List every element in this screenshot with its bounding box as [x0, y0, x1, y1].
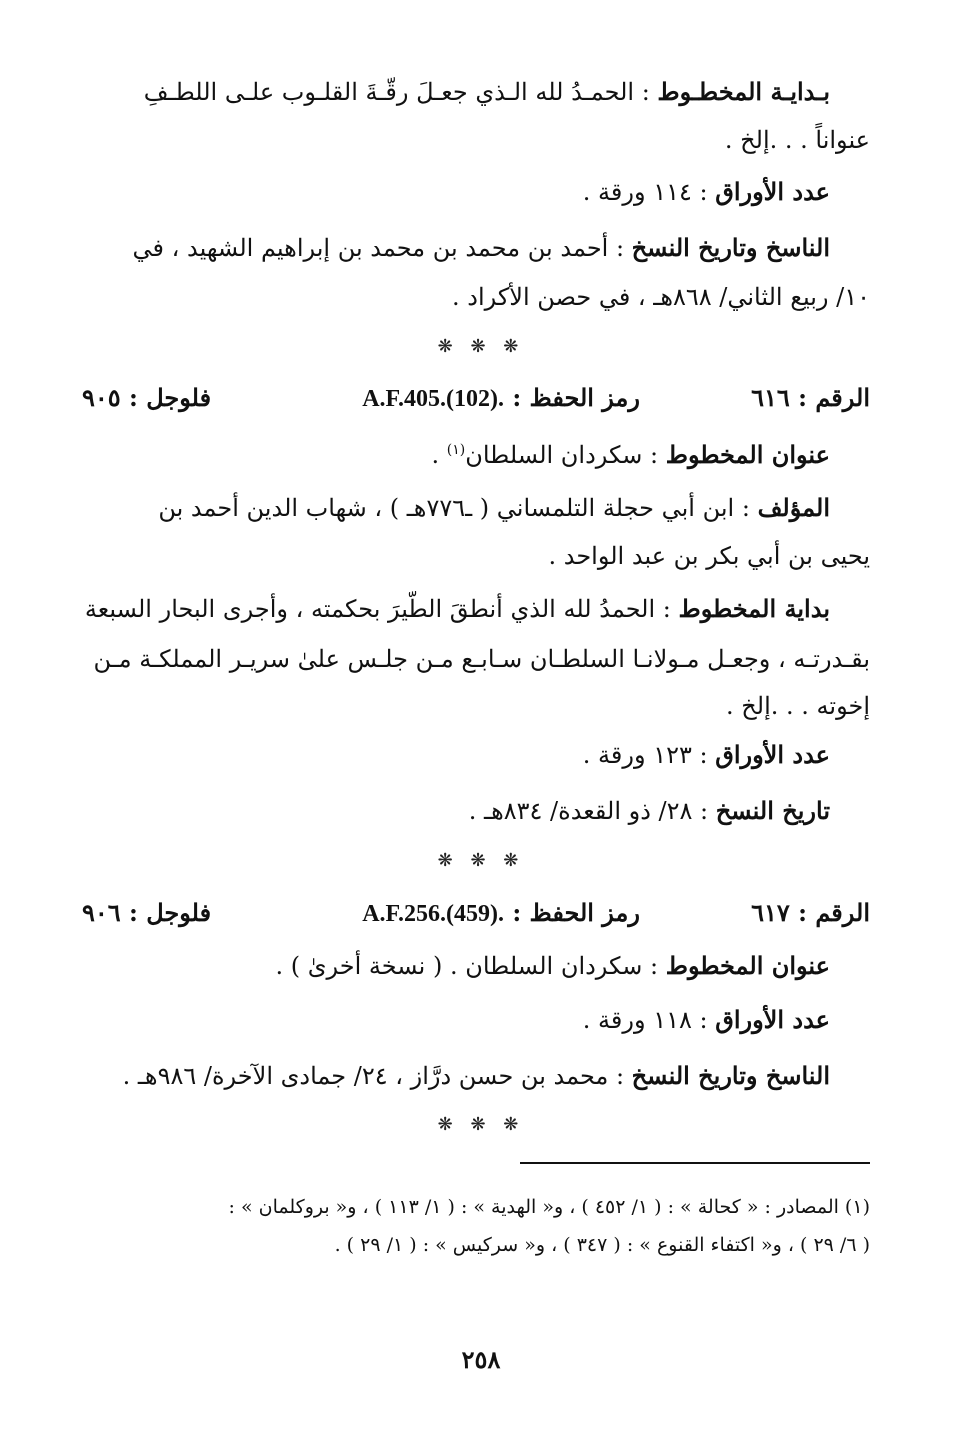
block1-copyist-line2: ١٠/ ربيع الثاني/ ٨٦٨هـ ، في حصن الأكراد .	[452, 283, 870, 311]
footnote-line2: ( ٦/ ٢٩ ) ، و« اكتفاء القنوع » : ( ٣٤٧ ) ، و« سركيس » : ( ١/ ٢٩ ) .	[334, 1234, 870, 1256]
block2-start-label: بداية المخطوط	[678, 594, 830, 623]
block3-leaves	[82, 1002, 830, 1038]
block2-start-line1	[82, 591, 830, 627]
block1-leaves	[82, 174, 830, 210]
block3-flugel: فلوجل : ٩٠٦	[82, 898, 212, 927]
block2-code-label: رمز الحفظ :	[503, 383, 640, 412]
block2-title-text: : سكردان السلطان	[465, 441, 666, 469]
block3-copyist-text: : محمد بن حسن درَّاز ، ٢٤/ جمادى الآخرة/ ٩٨٦هـ .	[122, 1062, 632, 1090]
block2-leaves-text: : ١٢٣ ورقة .	[582, 741, 716, 769]
block3-code-label: رمز الحفظ :	[503, 898, 640, 927]
block3-leaves-label: عدد الأوراق	[715, 1005, 830, 1034]
block2-date-text: : ٢٨/ ذو القعدة/ ٨٣٤هـ .	[468, 797, 716, 825]
block3-id-row	[82, 895, 870, 931]
block1-start-line2: عنواناً . . .إلخ .	[724, 126, 870, 154]
block1-copyist-line1	[82, 230, 830, 266]
block2-flugel: فلوجل : ٩٠٥	[82, 383, 212, 412]
separator-stars-2: ❋ ❋ ❋	[437, 850, 525, 871]
footnote-line1: (١) المصادر : « كحالة » : ( ١/ ٤٥٢ ) ، و« الهدية » : ( ١/ ١١٣ ) ، و« بروكلمان » :	[228, 1196, 870, 1218]
block2-title-end: .	[431, 441, 447, 469]
block3-copyist-label: الناسخ وتاريخ النسخ	[631, 1061, 830, 1090]
block2-author-label: المؤلف	[757, 493, 830, 522]
block2-date	[82, 793, 830, 829]
block3-number: الرقم : ٦١٧	[751, 898, 870, 927]
block2-start-text: : الحمدُ لله الذي أنطقَ الطَّيرَ بحكمته ، وأجرى البحار السبعة	[84, 595, 679, 623]
block2-start-line2: بقـدرتـه ، وجعـل مـولانـا السلطـان سـابـع مـن جلـس علىٰ سريـر المملكـة مـن	[93, 645, 870, 673]
block3-title-label: عنوان المخطوط	[665, 951, 830, 980]
block1-start-line1	[82, 74, 830, 110]
block3-title-text: : سكردان السلطان . ( نسخة أخرىٰ ) .	[275, 952, 666, 980]
block1-leaves-text: : ١١٤ ورقة .	[582, 178, 716, 206]
block1-leaves-label: عدد الأوراق	[715, 177, 830, 206]
block2-author-line1	[82, 490, 830, 526]
block2-id-row	[82, 380, 870, 416]
block2-leaves	[82, 737, 830, 773]
block3-leaves-text: : ١١٨ ورقة .	[582, 1006, 716, 1034]
block2-leaves-label: عدد الأوراق	[715, 740, 830, 769]
footnote-rule	[520, 1162, 870, 1164]
block2-footnote-ref: (١)	[446, 442, 466, 458]
block1-start-label: بـدايـة المخطـوط	[657, 77, 830, 106]
block2-date-label: تاريخ النسخ	[715, 796, 830, 825]
block2-number: الرقم : ٦١٦	[751, 383, 870, 412]
block2-code	[362, 380, 640, 417]
block2-title	[82, 432, 830, 473]
separator-stars-1: ❋ ❋ ❋	[437, 336, 525, 357]
block3-copyist	[82, 1058, 830, 1094]
block2-title-label: عنوان المخطوط	[665, 440, 830, 469]
separator-stars-3: ❋ ❋ ❋	[437, 1114, 525, 1135]
block3-code-value: A.F.256.(459).	[362, 901, 504, 927]
block1-copyist-text: : أحمد بن محمد بن محمد بن إبراهيم الشهيد ، في	[132, 234, 632, 262]
page-number: ٢٥٨	[461, 1345, 501, 1374]
block2-author-line2: يحيى بن أبي بكر بن عبد الواحد .	[548, 542, 870, 570]
block2-author-text: : ابن أبي حجلة التلمساني ( ـ٧٧٦هـ ) ، شهاب الدين أحمد بن	[158, 494, 758, 522]
block3-code	[362, 895, 640, 932]
block2-start-line3: إخوته . . .إلخ .	[726, 692, 870, 720]
block1-copyist-label: الناسخ وتاريخ النسخ	[631, 233, 830, 262]
block2-code-value: A.F.405.(102).	[362, 386, 504, 412]
block1-start-text: : الحمـدُ لله الـذي جعـلَ رقّـةَ القلـوب علـى اللطـفِ	[143, 78, 658, 106]
block3-title	[82, 948, 830, 984]
